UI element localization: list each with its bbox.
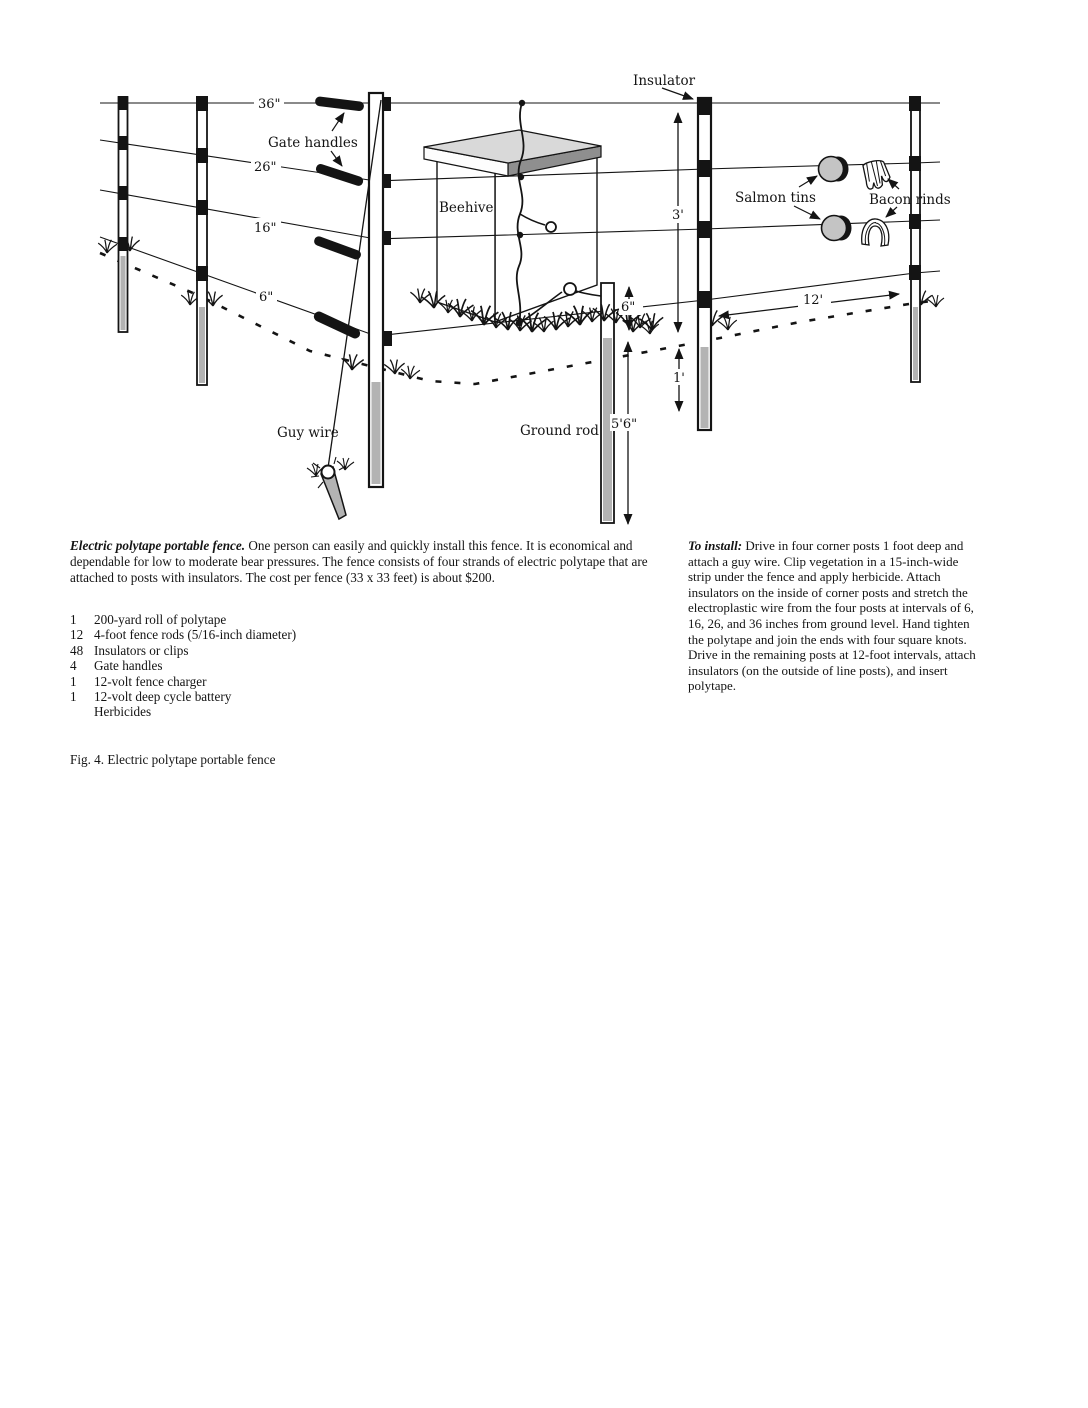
measure-6in-label: 6" [621,300,636,315]
measure-12ft-label: 12' [803,293,824,308]
item-text: 12-volt fence charger [94,673,207,689]
item-qty: 1 [70,673,77,689]
item-qty: 48 [70,642,84,658]
list-item [70,704,570,719]
item-qty: 1 [70,689,77,705]
beehive-label: Beehive [439,200,494,216]
salmon-tins-label: Salmon tins [735,190,816,206]
item-text: 4-foot fence rods (5/16-inch diameter) [94,627,297,643]
corner-post-right [698,98,712,430]
item-text: Herbicides [94,704,152,720]
ground-rod-label: Ground rod [520,423,599,439]
list-item [70,689,570,704]
install-body: Drive in four corner posts 1 foot deep and attach a guy wire. Clip vegetation in a 15-inch-wide strip under the fence and apply herbicide. Attach insulators on the inside of corner posts and stretch the electroplastic wire from the four posts at intervals of 6, 16, 26, and 36 inches from ground level. Hand tighten the polytape and join the ends with four square knots. Drive in the remaining posts at 12-foot intervals, attach insulators (on the outside of line posts), and insert polytape. [688,538,976,694]
gate-handles-label: Gate handles [268,135,358,151]
salmon-tin [819,157,849,182]
insulator-label: Insulator [633,73,696,89]
item-qty: 12 [70,627,84,643]
list-item [70,627,570,642]
wire-6-label: 6" [259,290,274,305]
item-text: 12-volt deep cycle battery [94,689,232,705]
item-qty: 4 [70,658,77,674]
item-qty [70,704,94,719]
list-item [70,643,570,658]
bacon-rind [862,158,891,190]
wire-36-label: 36" [258,97,281,112]
wire-26-label: 26" [254,160,277,175]
list-item [70,612,570,627]
wire-clip [564,283,576,295]
fence-diagram [0,0,1088,540]
description-lead: Electric polytape portable fence. [70,538,246,553]
install-paragraph [688,538,980,694]
install-lead: To install: [688,538,743,553]
wire-clip [546,222,556,232]
line-post-far-right [909,96,921,382]
salmon-tin [822,216,852,241]
item-text: Insulators or clips [94,642,189,658]
list-item [70,658,570,673]
description-paragraph [70,538,682,586]
gate-handles [312,96,364,340]
line-post-far-left [118,96,128,332]
description-body: One person can easily and quickly install this fence. It is economical and dependable for low to moderate bear pressures. The fence consists of four strands of electric polytape that are attached to posts with insulators. The cost per fence (33 x 33 feet) is about $200. [70,538,648,585]
bacon-rinds-label: Bacon rinds [869,192,951,208]
item-text: Gate handles [94,658,163,674]
wire-16-label: 16" [254,221,277,236]
item-text: 200-yard roll of polytape [94,612,227,627]
materials-list [70,612,570,720]
corner-post-front [369,93,392,487]
measure-1ft-label: 1' [673,371,685,386]
measure-3ft-label: 3' [672,208,684,223]
list-item [70,674,570,689]
measure-5ft6-label: 5'6" [611,417,638,432]
measurement-arrows [628,113,899,524]
item-qty: 1 [70,612,77,627]
line-post-left [196,96,208,385]
guy-wire-label: Guy wire [277,425,339,441]
figure-caption: Fig. 4. Electric polytape portable fence [70,752,276,767]
